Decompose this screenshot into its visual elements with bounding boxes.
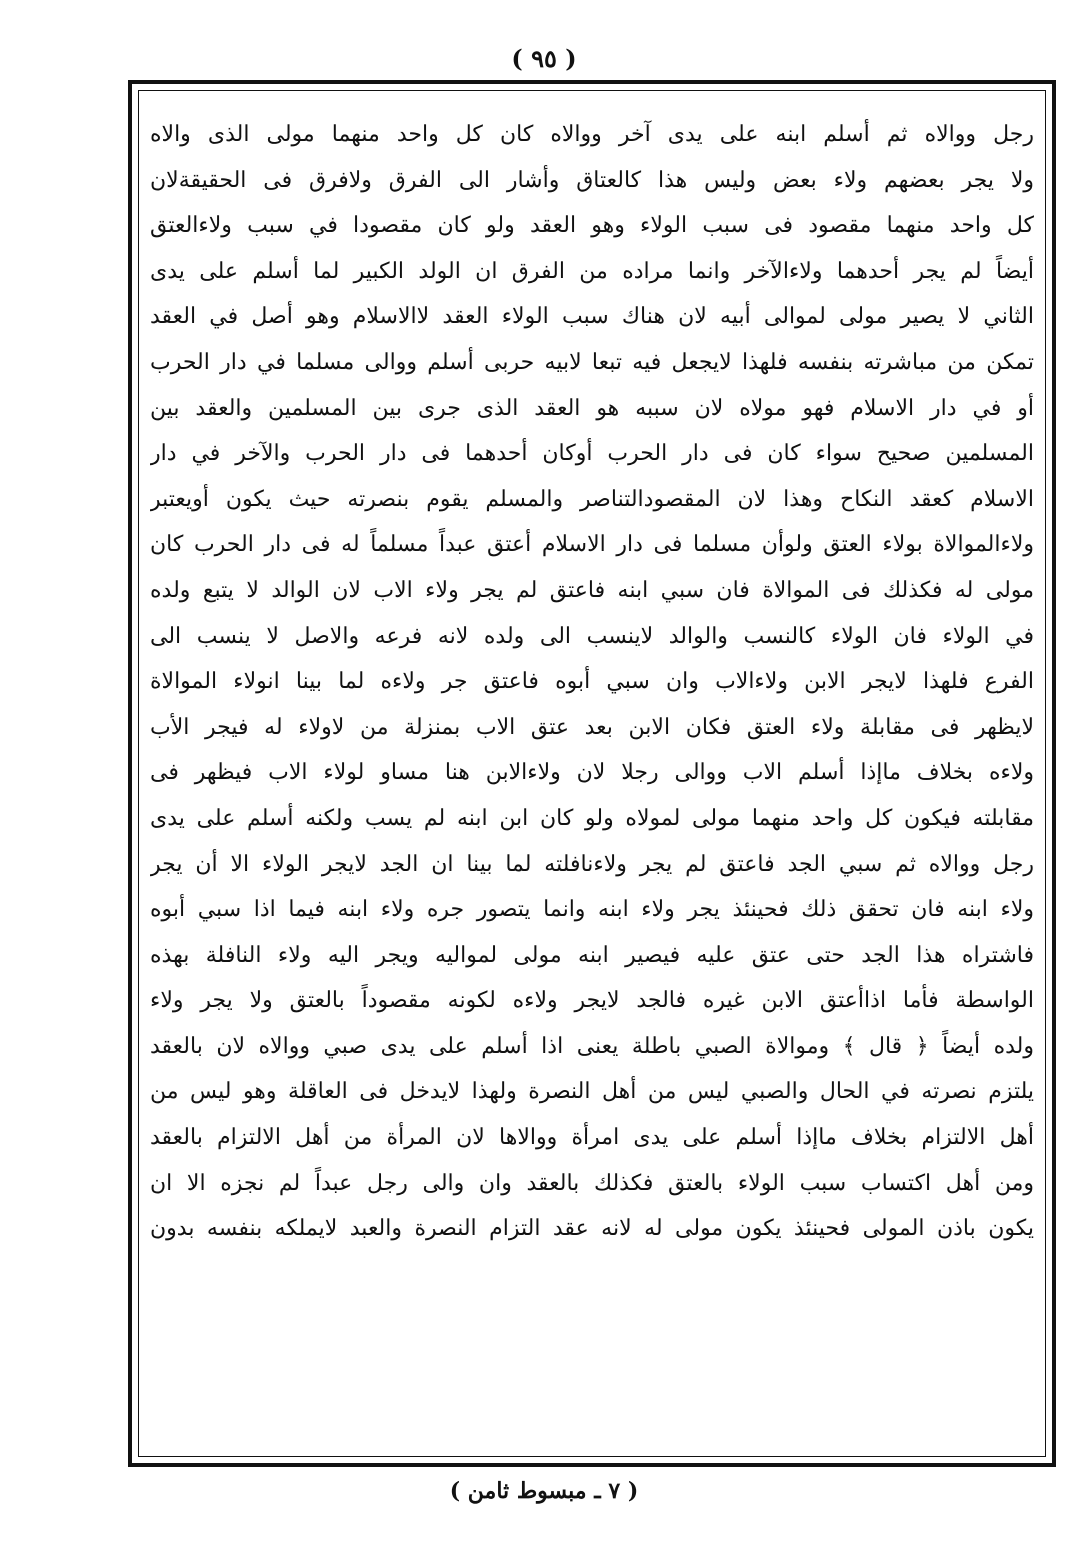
text-line: يلتزم نصرته في الحال والصبي ليس من أهل النصرة ولهذا لايدخل فى العاقلة وهو ليس من <box>150 1079 1034 1105</box>
text-line: ومن أهل اكتساب سبب الولاء بالعتق فكذلك بالعقد وان والى رجل عبداً لم نجزه الا ان <box>150 1170 1034 1196</box>
text-line: ولا يجر بعضهم ولاء بعض وليس هذا كالعتاق وأشار الى الفرق ولافرق فى الحقيقةلان <box>150 167 1034 193</box>
signature-footer: ( ٧ ـ مبسوط ثامن ) <box>449 1478 639 1504</box>
text-line: ولاء ابنه فان تحقق ذلك فحينئذ يجر ولاء ابنه وانما يتصور جره ولاء ابنه فيما اذا سبي أبوه <box>150 897 1034 923</box>
text-line: الثاني لا يصير مولى لموالى أبيه لان هناك سبب الولاء العقد لاالاسلام وهو أصل في العقد <box>150 304 1034 330</box>
text-line: أيضاً لم يجر أحدهما ولاءالآخر وانما مراده من الفرق ان الولد الكبير لما أسلم على يدى <box>150 258 1034 284</box>
text-line: لايظهر فى مقابلة ولاء العتق فكان الابن بعد عتق الاب بمنزلة من لاولاء له فيجر الأب <box>150 714 1034 740</box>
text-line: الاسلام كعقد النكاح وهذا لان المقصودالتناصر والمسلم يقوم بنصرته حيث يكون أويعتبر <box>150 486 1034 512</box>
text-line: رجل ووالاه ثم سبي الجد فاعتق لم يجر ولاءنافلته لما بينا ان الجد لايجر الولاء الا أن يجر <box>150 851 1034 877</box>
text-line: الواسطة فأما اذاأعتق الابن غيره فالجد لايجر ولاءه لكونه مقصوداً بالعتق ولا يجر ولاء <box>150 988 1034 1014</box>
text-line: كل واحد منهما مقصود فى سبب الولاء وهو العقد ولو كان مقصودا في سبب ولاءالعتق <box>150 213 1034 239</box>
text-line: مولى له فكذلك فى الموالاة فان سبي ابنه فاعتق لم يجر ولاء الاب لان الوالد لا يتبع ولده <box>150 577 1034 603</box>
text-line: تمكن من مباشرته بنفسه فلهذا لايجعل فيه تبعا لابيه حربى أسلم ووالى مسلما في دار الحرب <box>150 349 1034 375</box>
text-line: في الولاء فان الولاء كالنسب والوالد لاينسب الى ولده لانه فرعه والاصل لا ينسب الى <box>150 623 1034 649</box>
text-line: فاشتراه هذا الجد حتى عتق عليه فيصير ابنه مولى لمواليه ويجر اليه ولاء النافلة بهذه <box>150 942 1034 968</box>
text-line: أهل الالتزام بخلاف ماإذا أسلم على يدى امرأة ووالاها لان المرأة من أهل الالتزام بالعقد <box>150 1125 1034 1151</box>
text-line: يكون باذن المولى فحينئذ يكون مولى له لانه عقد التزام النصرة والعبد لايملكه بنفسه بدون <box>150 1216 1034 1242</box>
body-text <box>150 112 1034 1252</box>
text-line: ولده أيضاً ﴿ قال ﴾ وموالاة الصبي باطلة يعنى اذا أسلم على يدى صبي ووالاه لان بالعقد <box>150 1033 1034 1059</box>
text-line: أو في دار الاسلام فهو مولاه لان سببه هو العقد الذى جرى بين المسلمين والعقد بين <box>150 395 1034 421</box>
text-line: ولاءالموالاة بولاء العتق ولوأن مسلما فى دار الاسلام أعتق عبداً مسلماً له فى دار الحرب كان <box>150 532 1034 558</box>
text-line: مقابلته فيكون كل واحد منهما مولى لمولاه ولو كان ابن ابنه لم يسب ولكنه أسلم على يدى <box>150 805 1034 831</box>
text-line: رجل ووالاه ثم أسلم ابنه على يدى آخر ووالاه كان كل واحد منهما مولى الذى والاه <box>150 122 1034 147</box>
text-line: المسلمين صحيح سواء كان فى دار الحرب أوكان أحدهما فى دار الحرب والآخر في دار <box>150 441 1034 467</box>
text-line: الفرع فلهذا لايجر الابن ولاءالاب وان سبي أبوه فاعتق جر ولاءه لما بينا انولاء الموالاة <box>150 669 1034 695</box>
page-number: ( ٩٥ ) <box>511 44 577 73</box>
text-line: ولاءه بخلاف ماإذا أسلم الاب ووالى رجلا لان ولاءالابن هنا مساو لولاء الاب فيظهر فى <box>150 760 1034 786</box>
